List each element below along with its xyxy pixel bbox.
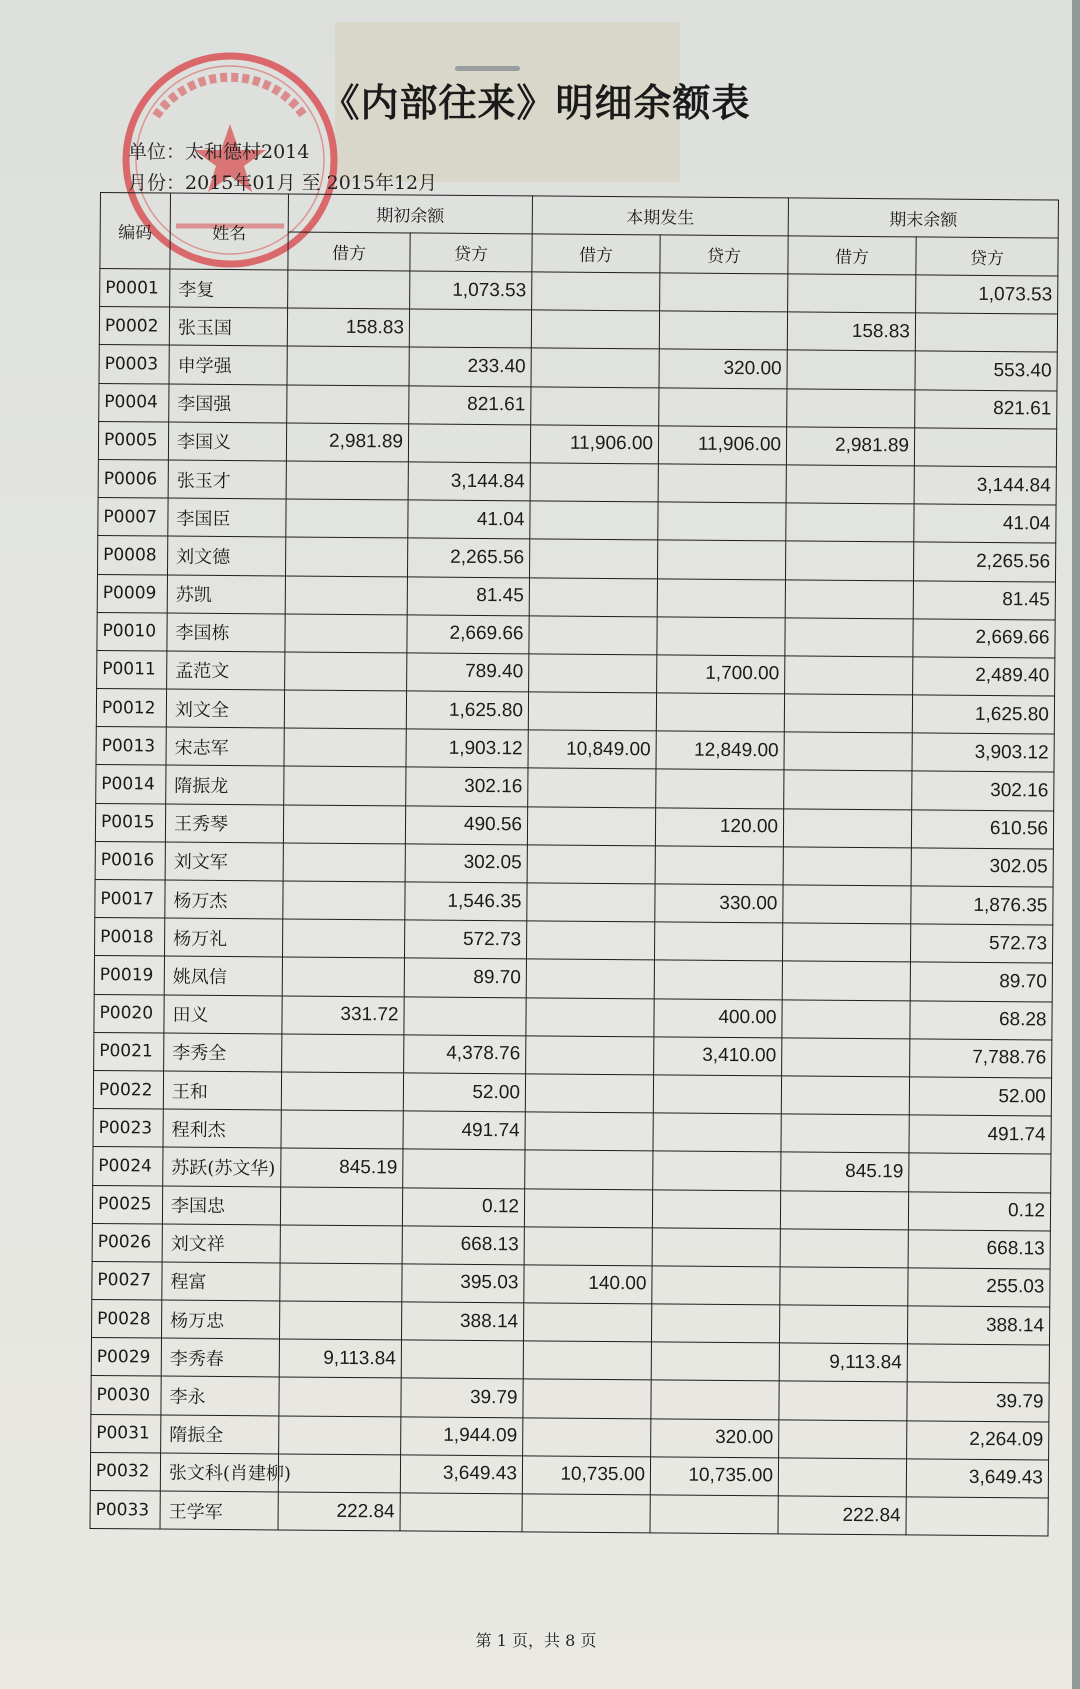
opening-debit-cell (282, 957, 404, 996)
name-cell: 李秀全 (164, 1033, 282, 1072)
current-debit-cell (523, 1303, 651, 1342)
closing-debit-cell (779, 1381, 907, 1420)
closing-credit-cell: 302.05 (911, 848, 1053, 887)
current-credit-cell: 400.00 (654, 998, 782, 1037)
closing-debit-cell (780, 1229, 908, 1268)
closing-credit-cell: 2,265.56 (913, 542, 1055, 581)
name-cell: 隋振全 (161, 1415, 279, 1454)
closing-credit-cell: 39.79 (907, 1382, 1049, 1421)
code-cell: P0006 (98, 459, 168, 498)
current-credit-cell: 3,410.00 (654, 1037, 782, 1076)
closing-credit-cell: 2,264.09 (907, 1421, 1049, 1460)
header-code: 编码 (100, 193, 171, 270)
current-credit-cell (657, 578, 785, 617)
current-credit-cell (650, 1495, 778, 1534)
name-cell: 刘文德 (167, 536, 285, 575)
opening-credit-cell: 395.03 (402, 1264, 524, 1303)
code-cell: P0030 (91, 1376, 161, 1415)
closing-debit-cell (787, 388, 915, 427)
opening-credit-cell: 1,944.09 (401, 1417, 523, 1456)
current-debit-cell (528, 768, 656, 807)
current-debit-cell (526, 1036, 654, 1075)
name-cell: 李国臣 (168, 498, 286, 537)
current-debit-cell (530, 463, 658, 502)
closing-credit-cell: 89.70 (910, 962, 1052, 1001)
opening-debit-cell (281, 1110, 403, 1149)
code-cell: P0028 (92, 1300, 162, 1339)
current-debit-cell (526, 997, 654, 1036)
balance-table (89, 192, 1058, 1537)
code-cell: P0011 (97, 650, 167, 689)
opening-credit-cell: 3,144.84 (408, 462, 530, 501)
current-credit-cell (651, 1380, 779, 1419)
closing-credit-cell: 81.45 (913, 580, 1055, 619)
opening-credit-cell: 1,546.35 (405, 882, 527, 921)
opening-credit-cell: 789.40 (407, 653, 529, 692)
opening-debit-cell: 9,113.84 (279, 1339, 401, 1378)
opening-credit-cell: 821.61 (409, 385, 531, 424)
opening-debit-cell (285, 652, 407, 691)
name-cell: 程利杰 (163, 1109, 281, 1148)
name-cell: 杨万忠 (161, 1300, 279, 1339)
current-debit-cell (523, 1341, 651, 1380)
closing-debit-cell (783, 809, 911, 848)
opening-credit-cell: 302.16 (406, 767, 528, 806)
current-debit-cell (532, 272, 660, 311)
code-cell: P0002 (99, 307, 169, 346)
opening-credit-cell (400, 1493, 522, 1532)
closing-credit-cell: 1,625.80 (912, 695, 1054, 734)
current-credit-cell: 12,849.00 (656, 731, 784, 770)
current-credit-cell: 320.00 (659, 349, 787, 388)
opening-debit-cell (284, 766, 406, 805)
code-cell: P0001 (100, 269, 170, 308)
header-current-debit: 借方 (532, 234, 660, 273)
current-debit-cell (525, 1150, 653, 1189)
name-cell: 隋振龙 (166, 765, 284, 804)
name-cell: 申学强 (169, 345, 287, 384)
closing-credit-cell (915, 313, 1057, 352)
closing-credit-cell: 388.14 (907, 1306, 1049, 1345)
name-cell: 刘文祥 (162, 1224, 280, 1263)
code-cell: P0016 (95, 841, 165, 880)
current-credit-cell: 11,906.00 (658, 426, 786, 465)
closing-credit-cell: 668.13 (908, 1230, 1050, 1269)
current-debit-cell (530, 501, 658, 540)
closing-credit-cell: 1,876.35 (911, 886, 1053, 925)
document-title: 《内部往来》明细余额表 (321, 80, 751, 125)
current-credit-cell (652, 1189, 780, 1228)
code-cell: P0013 (96, 727, 166, 766)
current-credit-cell (652, 1266, 780, 1305)
current-debit-cell (529, 616, 657, 655)
name-cell: 苏凯 (167, 575, 285, 614)
code-cell: P0027 (92, 1261, 162, 1300)
current-credit-cell (659, 311, 787, 350)
current-credit-cell: 120.00 (655, 808, 783, 847)
closing-credit-cell: 3,144.84 (914, 466, 1056, 505)
closing-credit-cell: 255.03 (908, 1268, 1050, 1307)
opening-credit-cell: 0.12 (402, 1187, 524, 1226)
closing-debit-cell (779, 1305, 907, 1344)
closing-debit-cell: 845.19 (781, 1152, 909, 1191)
current-debit-cell: 10,849.00 (528, 730, 656, 769)
name-cell: 李秀春 (161, 1338, 279, 1377)
opening-debit-cell: 222.84 (278, 1492, 400, 1531)
closing-debit-cell: 9,113.84 (779, 1343, 907, 1382)
closing-debit-cell (781, 1114, 909, 1153)
current-debit-cell (525, 1112, 653, 1151)
closing-credit-cell: 821.61 (915, 389, 1057, 428)
page-footer: 第 1 页，共 8 页 (475, 1631, 597, 1650)
current-debit-cell (525, 1074, 653, 1113)
code-cell: P0014 (96, 765, 166, 804)
closing-debit-cell: 222.84 (778, 1496, 906, 1535)
opening-credit-cell: 668.13 (402, 1226, 524, 1265)
closing-credit-cell: 1,073.53 (916, 275, 1058, 314)
opening-debit-cell (288, 270, 410, 309)
name-cell: 李国义 (168, 422, 286, 461)
code-cell: P0031 (91, 1414, 161, 1453)
opening-credit-cell: 52.00 (403, 1073, 525, 1112)
code-cell: P0018 (95, 918, 165, 957)
header-closing-credit: 贷方 (916, 237, 1058, 276)
current-debit-cell: 11,906.00 (530, 425, 658, 464)
closing-debit-cell (787, 350, 915, 389)
code-cell: P0024 (93, 1147, 163, 1186)
current-credit-cell (659, 387, 787, 426)
code-cell: P0026 (92, 1223, 162, 1262)
code-cell: P0003 (99, 345, 169, 384)
current-credit-cell: 10,735.00 (650, 1457, 778, 1496)
closing-debit-cell (781, 1076, 909, 1115)
opening-debit-cell: 2,981.89 (286, 423, 408, 462)
name-cell: 田义 (164, 995, 282, 1034)
header-closing: 期末余额 (788, 198, 1058, 238)
closing-debit-cell (782, 999, 910, 1038)
current-debit-cell: 10,735.00 (522, 1456, 650, 1495)
code-cell: P0004 (99, 383, 169, 422)
current-credit-cell (652, 1228, 780, 1267)
opening-credit-cell: 2,265.56 (407, 538, 529, 577)
opening-debit-cell: 158.83 (287, 308, 409, 347)
closing-credit-cell: 41.04 (914, 504, 1056, 543)
closing-debit-cell (785, 618, 913, 657)
opening-debit-cell (287, 346, 409, 385)
opening-debit-cell: 331.72 (282, 996, 404, 1035)
code-cell: P0017 (95, 879, 165, 918)
closing-debit-cell: 2,981.89 (786, 427, 914, 466)
current-debit-cell (523, 1379, 651, 1418)
current-credit-cell (655, 846, 783, 885)
closing-credit-cell: 2,669.66 (913, 619, 1055, 658)
header-opening: 期初余额 (288, 194, 532, 234)
name-cell: 王和 (163, 1071, 281, 1110)
name-cell: 刘文军 (165, 842, 283, 881)
current-credit-cell: 1,700.00 (657, 655, 785, 694)
opening-credit-cell: 4,378.76 (404, 1035, 526, 1074)
current-credit-cell (657, 617, 785, 656)
code-cell: P0020 (94, 994, 164, 1033)
opening-credit-cell: 490.56 (405, 806, 527, 845)
current-debit-cell (527, 807, 655, 846)
opening-debit-cell (282, 919, 404, 958)
opening-debit-cell (285, 575, 407, 614)
current-debit-cell (524, 1227, 652, 1266)
closing-credit-cell (914, 428, 1056, 467)
closing-credit-cell: 3,903.12 (912, 733, 1054, 772)
current-debit-cell (523, 1417, 651, 1456)
name-cell: 王学军 (160, 1491, 278, 1530)
opening-debit-cell (283, 881, 405, 920)
opening-debit-cell (286, 499, 408, 538)
closing-credit-cell: 610.56 (911, 810, 1053, 849)
code-cell: P0015 (95, 803, 165, 842)
name-cell: 程富 (162, 1262, 280, 1301)
current-debit-cell (527, 845, 655, 884)
opening-credit-cell: 388.14 (401, 1302, 523, 1341)
name-cell: 杨万杰 (165, 880, 283, 919)
name-cell: 刘文全 (166, 689, 284, 728)
closing-credit-cell: 491.74 (909, 1115, 1051, 1154)
current-debit-cell (526, 959, 654, 998)
header-opening-credit: 贷方 (410, 233, 532, 272)
opening-debit-cell (285, 537, 407, 576)
current-credit-cell (651, 1304, 779, 1343)
header-current-credit: 贷方 (660, 235, 788, 274)
current-credit-cell (660, 273, 788, 312)
name-cell: 杨万礼 (164, 918, 282, 957)
closing-debit-cell (782, 1038, 910, 1077)
header-name: 姓名 (170, 193, 289, 270)
closing-debit-cell (782, 923, 910, 962)
code-cell: P0022 (93, 1070, 163, 1109)
current-credit-cell (658, 464, 786, 503)
name-cell: 李国忠 (162, 1186, 280, 1225)
name-cell: 宋志军 (166, 727, 284, 766)
header-opening-debit: 借方 (288, 232, 410, 271)
opening-credit-cell (404, 996, 526, 1035)
current-credit-cell (656, 693, 784, 732)
closing-credit-cell: 52.00 (909, 1077, 1051, 1116)
name-cell: 李永 (161, 1376, 279, 1415)
opening-debit-cell (281, 1072, 403, 1111)
header-closing-debit: 借方 (788, 236, 916, 275)
name-cell: 姚凤信 (164, 956, 282, 995)
unit-line: 单位：太和德村2014 (128, 141, 310, 163)
name-cell: 李国栋 (167, 613, 285, 652)
opening-credit-cell: 1,625.80 (406, 691, 528, 730)
current-debit-cell (524, 1188, 652, 1227)
current-debit-cell (526, 921, 654, 960)
opening-credit-cell (403, 1149, 525, 1188)
closing-credit-cell (906, 1497, 1048, 1536)
binder-clip (455, 66, 520, 71)
current-credit-cell: 320.00 (651, 1418, 779, 1457)
opening-debit-cell (285, 614, 407, 653)
name-cell: 张文科(肖建柳) (160, 1453, 278, 1492)
opening-credit-cell: 1,903.12 (406, 729, 528, 768)
current-debit-cell (522, 1494, 650, 1533)
code-cell: P0033 (90, 1490, 160, 1529)
opening-credit-cell (408, 424, 530, 463)
code-cell: P0021 (94, 1032, 164, 1071)
name-cell: 张玉才 (168, 460, 286, 499)
closing-debit-cell (783, 885, 911, 924)
opening-debit-cell (283, 805, 405, 844)
current-credit-cell (651, 1342, 779, 1381)
closing-debit-cell (784, 694, 912, 733)
closing-debit-cell (778, 1458, 906, 1497)
code-cell: P0025 (92, 1185, 162, 1224)
opening-credit-cell: 3,649.43 (400, 1455, 522, 1494)
closing-debit-cell (785, 656, 913, 695)
opening-debit-cell (279, 1301, 401, 1340)
closing-debit-cell (783, 847, 911, 886)
opening-credit-cell: 572.73 (404, 920, 526, 959)
code-cell: P0019 (94, 956, 164, 995)
closing-credit-cell (907, 1344, 1049, 1383)
closing-credit-cell: 572.73 (910, 924, 1052, 963)
current-credit-cell (657, 540, 785, 579)
period-line: 月份：2015年01月 至 2015年12月 (128, 172, 438, 194)
opening-credit-cell: 89.70 (404, 958, 526, 997)
opening-credit-cell: 39.79 (401, 1378, 523, 1417)
name-cell: 苏跃(苏文华) (163, 1147, 281, 1186)
opening-credit-cell: 1,073.53 (410, 271, 532, 310)
closing-credit-cell: 2,489.40 (913, 657, 1055, 696)
closing-debit-cell (779, 1419, 907, 1458)
opening-credit-cell: 233.40 (409, 347, 531, 386)
closing-credit-cell: 0.12 (908, 1191, 1050, 1230)
closing-credit-cell (909, 1153, 1051, 1192)
current-debit-cell (527, 883, 655, 922)
table-row (90, 1490, 1048, 1536)
opening-debit-cell (284, 690, 406, 729)
opening-debit-cell (280, 1186, 402, 1225)
opening-debit-cell (278, 1454, 400, 1493)
code-cell: P0008 (97, 536, 167, 575)
code-cell: P0029 (91, 1338, 161, 1377)
opening-credit-cell: 302.05 (405, 844, 527, 883)
opening-debit-cell (282, 1034, 404, 1073)
name-cell: 王秀琴 (165, 804, 283, 843)
closing-credit-cell: 553.40 (915, 351, 1057, 390)
closing-debit-cell (782, 961, 910, 1000)
current-credit-cell (654, 922, 782, 961)
opening-debit-cell (284, 728, 406, 767)
name-cell: 张玉国 (169, 307, 287, 346)
code-cell: P0023 (93, 1109, 163, 1148)
closing-debit-cell (784, 770, 912, 809)
closing-debit-cell (784, 732, 912, 771)
current-debit-cell (529, 654, 657, 693)
closing-debit-cell (786, 503, 914, 542)
current-debit-cell: 140.00 (524, 1265, 652, 1304)
current-credit-cell (656, 769, 784, 808)
current-credit-cell (653, 1113, 781, 1152)
opening-credit-cell: 491.74 (403, 1111, 525, 1150)
name-cell: 孟范文 (167, 651, 285, 690)
current-debit-cell (531, 348, 659, 387)
closing-debit-cell (780, 1190, 908, 1229)
opening-debit-cell (283, 843, 405, 882)
current-debit-cell (529, 577, 657, 616)
opening-debit-cell (280, 1225, 402, 1264)
opening-debit-cell: 845.19 (281, 1148, 403, 1187)
opening-debit-cell (279, 1416, 401, 1455)
opening-debit-cell (279, 1377, 401, 1416)
opening-credit-cell: 81.45 (407, 576, 529, 615)
current-credit-cell (653, 1075, 781, 1114)
opening-debit-cell (280, 1263, 402, 1302)
current-credit-cell: 330.00 (655, 884, 783, 923)
closing-debit-cell (786, 465, 914, 504)
closing-debit-cell: 158.83 (787, 312, 915, 351)
code-cell: P0010 (97, 612, 167, 651)
opening-debit-cell (287, 385, 409, 424)
header-current: 本期发生 (532, 196, 788, 236)
closing-debit-cell (780, 1267, 908, 1306)
current-debit-cell (531, 386, 659, 425)
closing-credit-cell: 7,788.76 (910, 1039, 1052, 1078)
opening-credit-cell: 2,669.66 (407, 615, 529, 654)
closing-debit-cell (788, 274, 916, 313)
name-cell: 李复 (170, 269, 288, 308)
current-credit-cell (654, 960, 782, 999)
opening-credit-cell (409, 309, 531, 348)
closing-debit-cell (785, 541, 913, 580)
code-cell: P0007 (98, 498, 168, 537)
current-debit-cell (528, 692, 656, 731)
closing-debit-cell (785, 579, 913, 618)
code-cell: P0032 (90, 1452, 160, 1491)
code-cell: P0005 (98, 421, 168, 460)
opening-credit-cell: 41.04 (408, 500, 530, 539)
current-credit-cell (653, 1151, 781, 1190)
code-cell: P0012 (96, 689, 166, 728)
closing-credit-cell: 3,649.43 (906, 1459, 1048, 1498)
current-debit-cell (531, 310, 659, 349)
current-debit-cell (529, 539, 657, 578)
closing-credit-cell: 68.28 (910, 1000, 1052, 1039)
name-cell: 李国强 (169, 384, 287, 423)
closing-credit-cell: 302.16 (912, 771, 1054, 810)
opening-debit-cell (286, 461, 408, 500)
current-credit-cell (658, 502, 786, 541)
code-cell: P0009 (97, 574, 167, 613)
table-body (90, 269, 1058, 1537)
opening-credit-cell (401, 1340, 523, 1379)
